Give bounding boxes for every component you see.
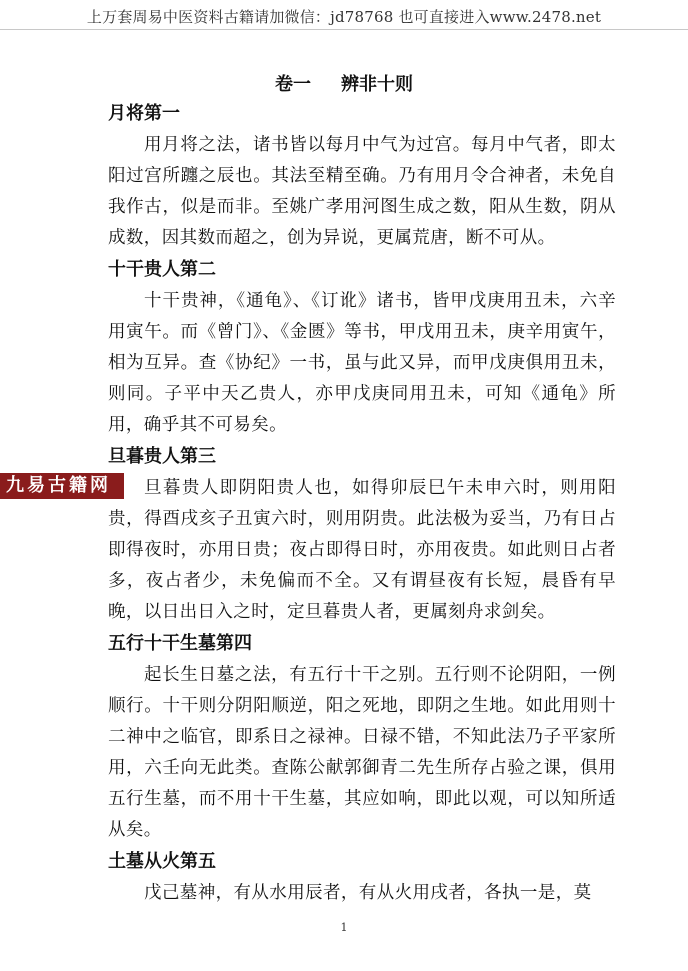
header-divider bbox=[0, 29, 688, 30]
chapter-name: 辨非十则 bbox=[341, 74, 413, 95]
site-watermark-logo: 九易古籍网 bbox=[0, 473, 124, 499]
section-paragraph: 十干贵神，《通龟》、《订讹》诸书，皆甲戊庚用丑未，六辛用寅午。而《曾门》、《金匮》等书，甲戊用丑未，庚辛用寅午，相为互异。查《协纪》一书，虽与此又异，而甲戊庚俱用丑未，则同。子平中天乙贵人，亦甲戊庚同用丑未，可知《通龟》所用，确乎其不可易矣。 bbox=[108, 291, 616, 435]
page-number: 1 bbox=[340, 921, 348, 934]
chapter-volume: 卷一 bbox=[275, 74, 311, 95]
section-title: 旦暮贵人第三 bbox=[108, 446, 216, 467]
document-body bbox=[108, 98, 616, 909]
chapter-title bbox=[0, 70, 688, 96]
page-header-banner: 上万套周易中医资料古籍请加微信：jd78768 也可直接进入www.2478.net bbox=[86, 8, 602, 26]
section-title: 十干贵人第二 bbox=[108, 259, 216, 280]
section-paragraph: 起长生日墓之法，有五行十干之别。五行则不论阴阳，一例顺行。十干则分阴阳顺逆，阳之死地，即阴之生地。如此用则十二神中之临官，即系日之禄神。日禄不错，不知此法乃子平家所用，六壬向无此类。查陈公献郭御青二先生所存占验之课，俱用五行生墓，而不用十干生墓，其应如响，即此以观，可以知所适从矣。 bbox=[108, 665, 616, 840]
section-paragraph: 旦暮贵人即阴阳贵人也，如得卯辰巳午未申六时，则用阳贵，得酉戌亥子丑寅六时，则用阴贵。此法极为妥当，乃有日占即得夜时，亦用日贵；夜占即得日时，亦用夜贵。如此则日占者多，夜占者少，未免偏而不全。又有谓昼夜有长短，晨昏有早晚，以日出日入之时，定旦暮贵人者，更属刻舟求剑矣。 bbox=[108, 478, 616, 622]
section-title: 五行十干生墓第四 bbox=[108, 633, 252, 654]
section-paragraph: 戊己墓神，有从水用辰者，有从火用戌者，各执一是，莫 bbox=[144, 883, 592, 903]
section-title: 月将第一 bbox=[108, 103, 180, 124]
section-paragraph: 用月将之法，诸书皆以每月中气为过宫。每月中气者，即太阳过宫所躔之辰也。其法至精至确。乃有用月令合神者，未免自我作古，似是而非。至姚广孝用河图生成之数，阳从生数，阴从成数，因其数而超之，创为异说，更属荒唐，断不可从。 bbox=[108, 135, 616, 248]
section-title: 土墓从火第五 bbox=[108, 851, 216, 872]
